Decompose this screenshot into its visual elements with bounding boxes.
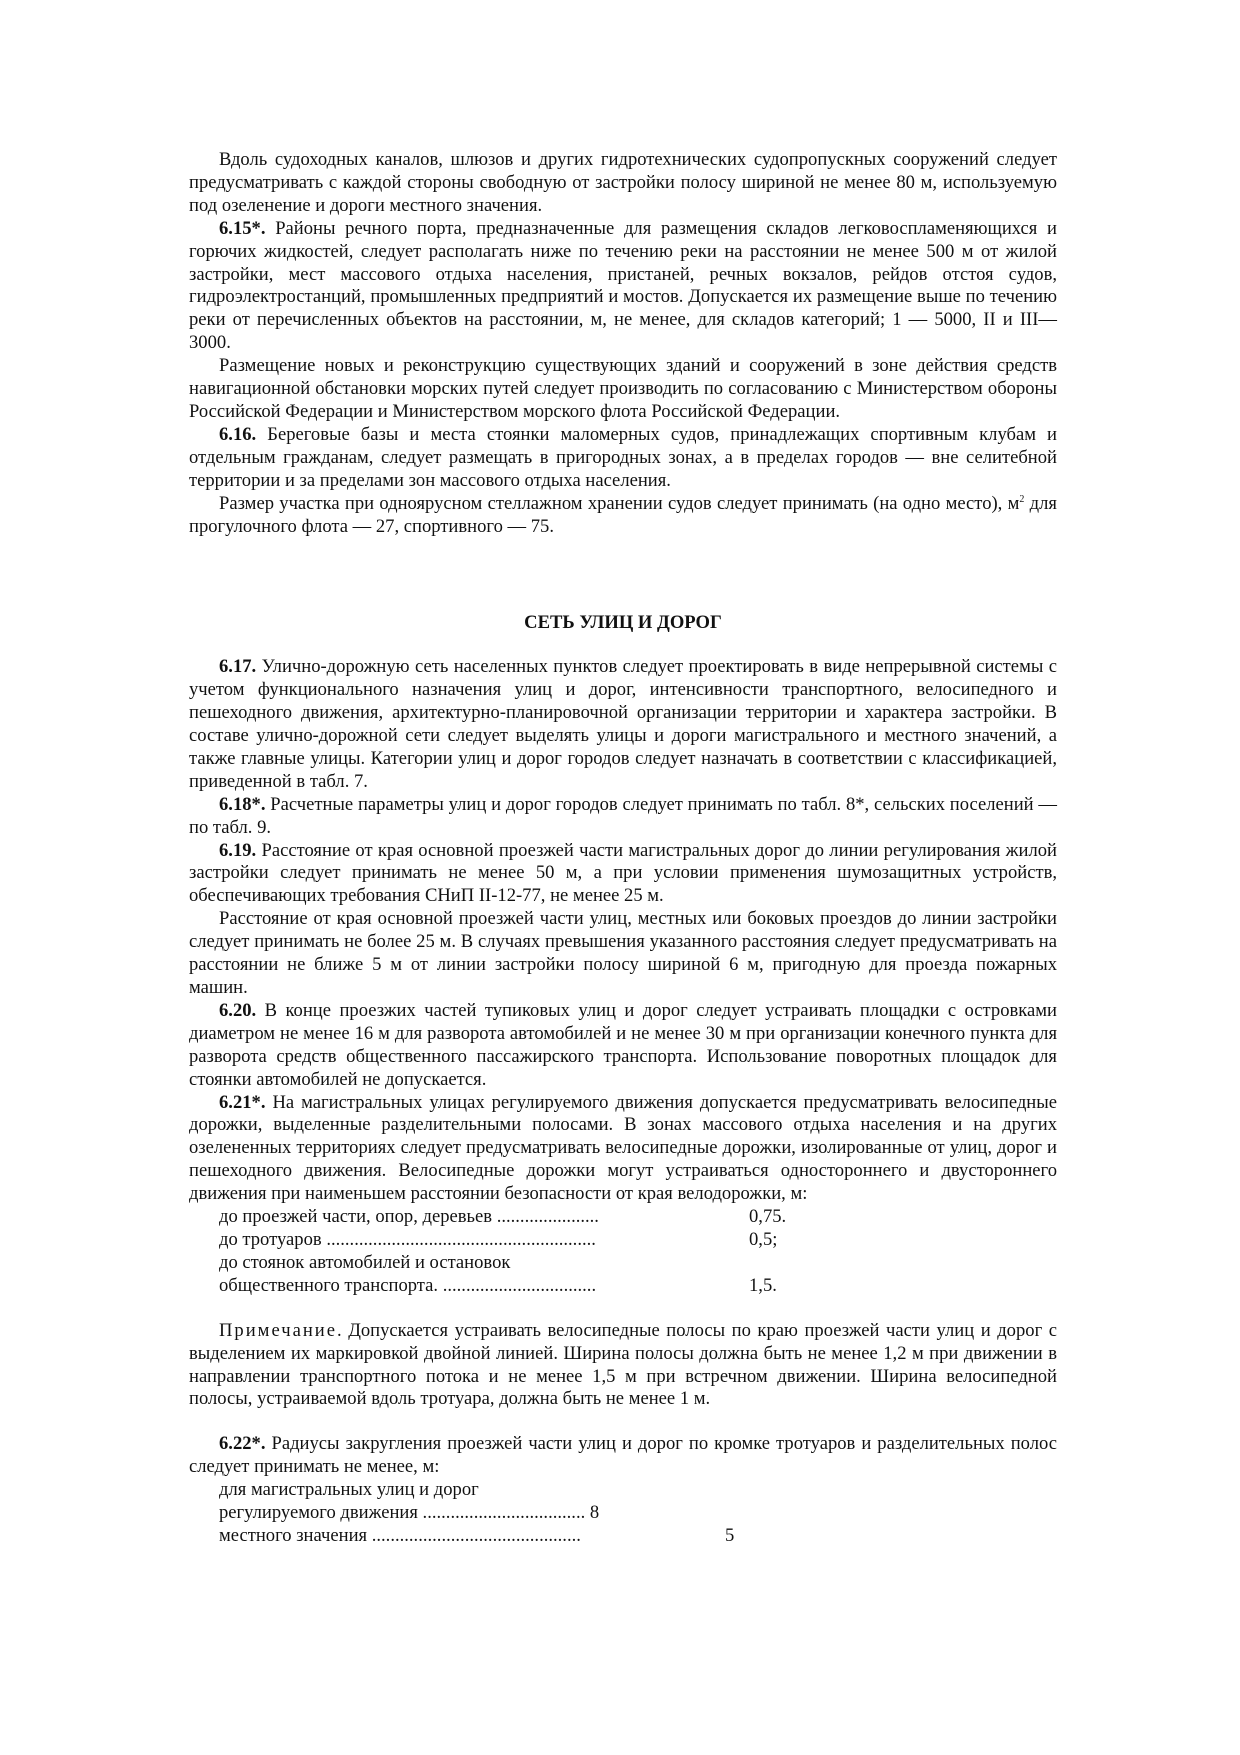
list-item: [189, 1525, 1057, 1548]
clause-text: Радиусы закругления проезжей части улиц и дорог по кромке тротуаров и разделительных полос следует принимать не менее, м:: [189, 1433, 1057, 1478]
clause-number: 6.18*.: [219, 793, 266, 815]
text-segment: Размер участка при одноярусном стеллажном хранении судов следует принимать (на одно место), м: [219, 492, 1020, 514]
list-bike-clearances: [189, 1206, 1057, 1298]
paragraph-6-15: [189, 218, 1057, 355]
text-segment: для прогулочного флота — 27, спортивного — 75.: [189, 492, 1057, 537]
paragraph-6-19: [189, 840, 1057, 909]
clause-number: 6.20.: [219, 999, 257, 1021]
paragraph-6-21: [189, 1092, 1057, 1207]
paragraph-navigation: Размещение новых и реконструкцию существующих зданий и сооружений в зоне действия средств навигационной обстановки морских путей следует производить по согласованию с Министерством обороны Российской Федерации и Министерством морского флота Российской Федерации.: [189, 355, 1057, 422]
note-label: Примечание: [219, 1319, 337, 1341]
list-item: [189, 1479, 1057, 1502]
list-item: [189, 1275, 1057, 1298]
list-item: [189, 1502, 1057, 1525]
clause-text: Улично-дорожную сеть населенных пунктов следует проектировать в виде непрерывной системы с учетом функционального назначения улиц и дорог, интенсивности транспортного, велосипедного и пешеходного движения, архитектурно-планировочной организации территории и характера застройки. В составе улично-дорожной сети следует выделять улицы и дороги магистрального и местного значений, а также главные улицы. Категории улиц и дорог городов следует назначать в соответствии с классификацией, приведенной в табл. 7.: [189, 656, 1057, 792]
paragraph-note: [189, 1320, 1057, 1412]
list-curb-radii: [189, 1479, 1057, 1548]
paragraph-6-18: [189, 794, 1057, 840]
clause-text: В конце проезжих частей тупиковых улиц и дорог следует устраивать площадки с островками диаметром не менее 16 м для разворота автомобилей и не менее 30 м при организации конечного пункта для разворота средств общественного пассажирского транспорта. Использование поворотных площадок для стоянки автомобилей не допускается.: [189, 999, 1057, 1090]
list-item-label: общественного транспорта. .................................: [219, 1274, 597, 1296]
list-item-text: регулируемого движения ................................... 8: [219, 1502, 600, 1524]
clause-number: 6.17.: [219, 656, 257, 678]
note-text: . Допускается устраивать велосипедные полосы по краю проезжей части улиц и дорог с выделением их маркировкой двойной линией. Ширина полосы должна быть не менее 1,2 м при движении в направлении транспортного потока и не менее 1,5 м при встречном движении. Ширина велосипедной полосы, устраиваемой вдоль тротуара, должна быть не менее 1 м.: [189, 1319, 1057, 1410]
clause-number: 6.16.: [219, 423, 257, 445]
section-heading: СЕТЬ УЛИЦ И ДОРОГ: [524, 612, 722, 634]
paragraph-plot-size: [189, 493, 1057, 539]
clause-text: Районы речного порта, предназначенные для размещения складов легковоспламеняющихся и горючих жидкостей, следует располагать ниже по течению реки на расстоянии не менее 500 м от жилой застройки, мест массового отдыха населения, пристаней, речных вокзалов, рейдов отстоя судов, гидроэлектростанций, промышленных предприятий и мостов. Допускается их размещение выше по течению реки от перечисленных объектов на расстоянии, м, не менее, для складов категорий; 1 — 5000, II и III— 3000.: [189, 217, 1057, 354]
list-item-label: до проезжей части, опор, деревьев ......................: [219, 1206, 599, 1228]
paragraph-6-17: [189, 656, 1057, 793]
clause-text: Береговые базы и места стоянки маломерных судов, принадлежащих спортивным клубам и отдельным гражданам, следует размещать в пригородных зонах, а в пределах городов — вне селитебной территории и за пределами зон массового отдыха населения.: [189, 423, 1057, 491]
list-item-value: 5: [725, 1524, 735, 1546]
list-item: [189, 1229, 1057, 1252]
paragraph-6-16: [189, 424, 1057, 493]
clause-number: 6.15*.: [219, 217, 266, 239]
clause-number: 6.22*.: [219, 1433, 266, 1455]
clause-number: 6.21*.: [219, 1091, 266, 1113]
paragraph-6-22: [189, 1433, 1057, 1479]
list-item-text: для магистральных улиц и дорог: [219, 1479, 479, 1501]
paragraph-building-distance: Расстояние от края основной проезжей части улиц, местных или боковых проездов до линии застройки следует принимать не более 25 м. В случаях превышения указанного расстояния следует предусматривать на расстоянии не ближе 5 м от линии застройки полосу шириной 6 м, пригодную для проезда пожарных машин.: [189, 908, 1057, 998]
paragraph-canals: Вдоль судоходных каналов, шлюзов и других гидротехнических судопропускных сооружений следует предусматривать с каждой стороны свободную от застройки полосу шириной не менее 80 м, используемую под озеленение и дороги местного значения.: [189, 149, 1057, 216]
list-item: [189, 1206, 1057, 1229]
document-page: [189, 149, 1057, 1548]
list-item: [189, 1252, 1057, 1275]
list-item-label: местного значения .............................................: [219, 1524, 581, 1546]
list-item-label: до стоянок автомобилей и остановок: [219, 1251, 511, 1273]
list-item-label: до тротуаров ..........................................................: [219, 1228, 596, 1250]
paragraph-6-20: [189, 1000, 1057, 1092]
clause-text: На магистральных улицах регулируемого движения допускается предусматривать велосипедные дорожки, выделенные разделительными полосами. В зонах массового отдыха населения и на других озелененных территориях следует предусматривать велосипедные дорожки, изолированные от улиц, дорог и пешеходного движения. Велосипедные дорожки могут устраиваться одностороннего и двустороннего движения при наименьшем расстоянии безопасности от края велодорожки, м:: [189, 1091, 1057, 1205]
list-item-value: 0,5;: [749, 1228, 778, 1250]
clause-text: Расчетные параметры улиц и дорог городов следует принимать по табл. 8*, сельских поселений — по табл. 9.: [189, 793, 1057, 838]
clause-text: Расстояние от края основной проезжей части магистральных дорог до линии регулирования жилой застройки следует принимать не менее 50 м, а при условии применения шумозащитных устройств, обеспечивающих требования СНиП II-12-77, не менее 25 м.: [189, 839, 1057, 907]
list-item-value: 0,75.: [749, 1206, 787, 1228]
list-item-value: 1,5.: [749, 1274, 777, 1296]
superscript: 2: [1019, 493, 1025, 505]
clause-number: 6.19.: [219, 839, 257, 861]
